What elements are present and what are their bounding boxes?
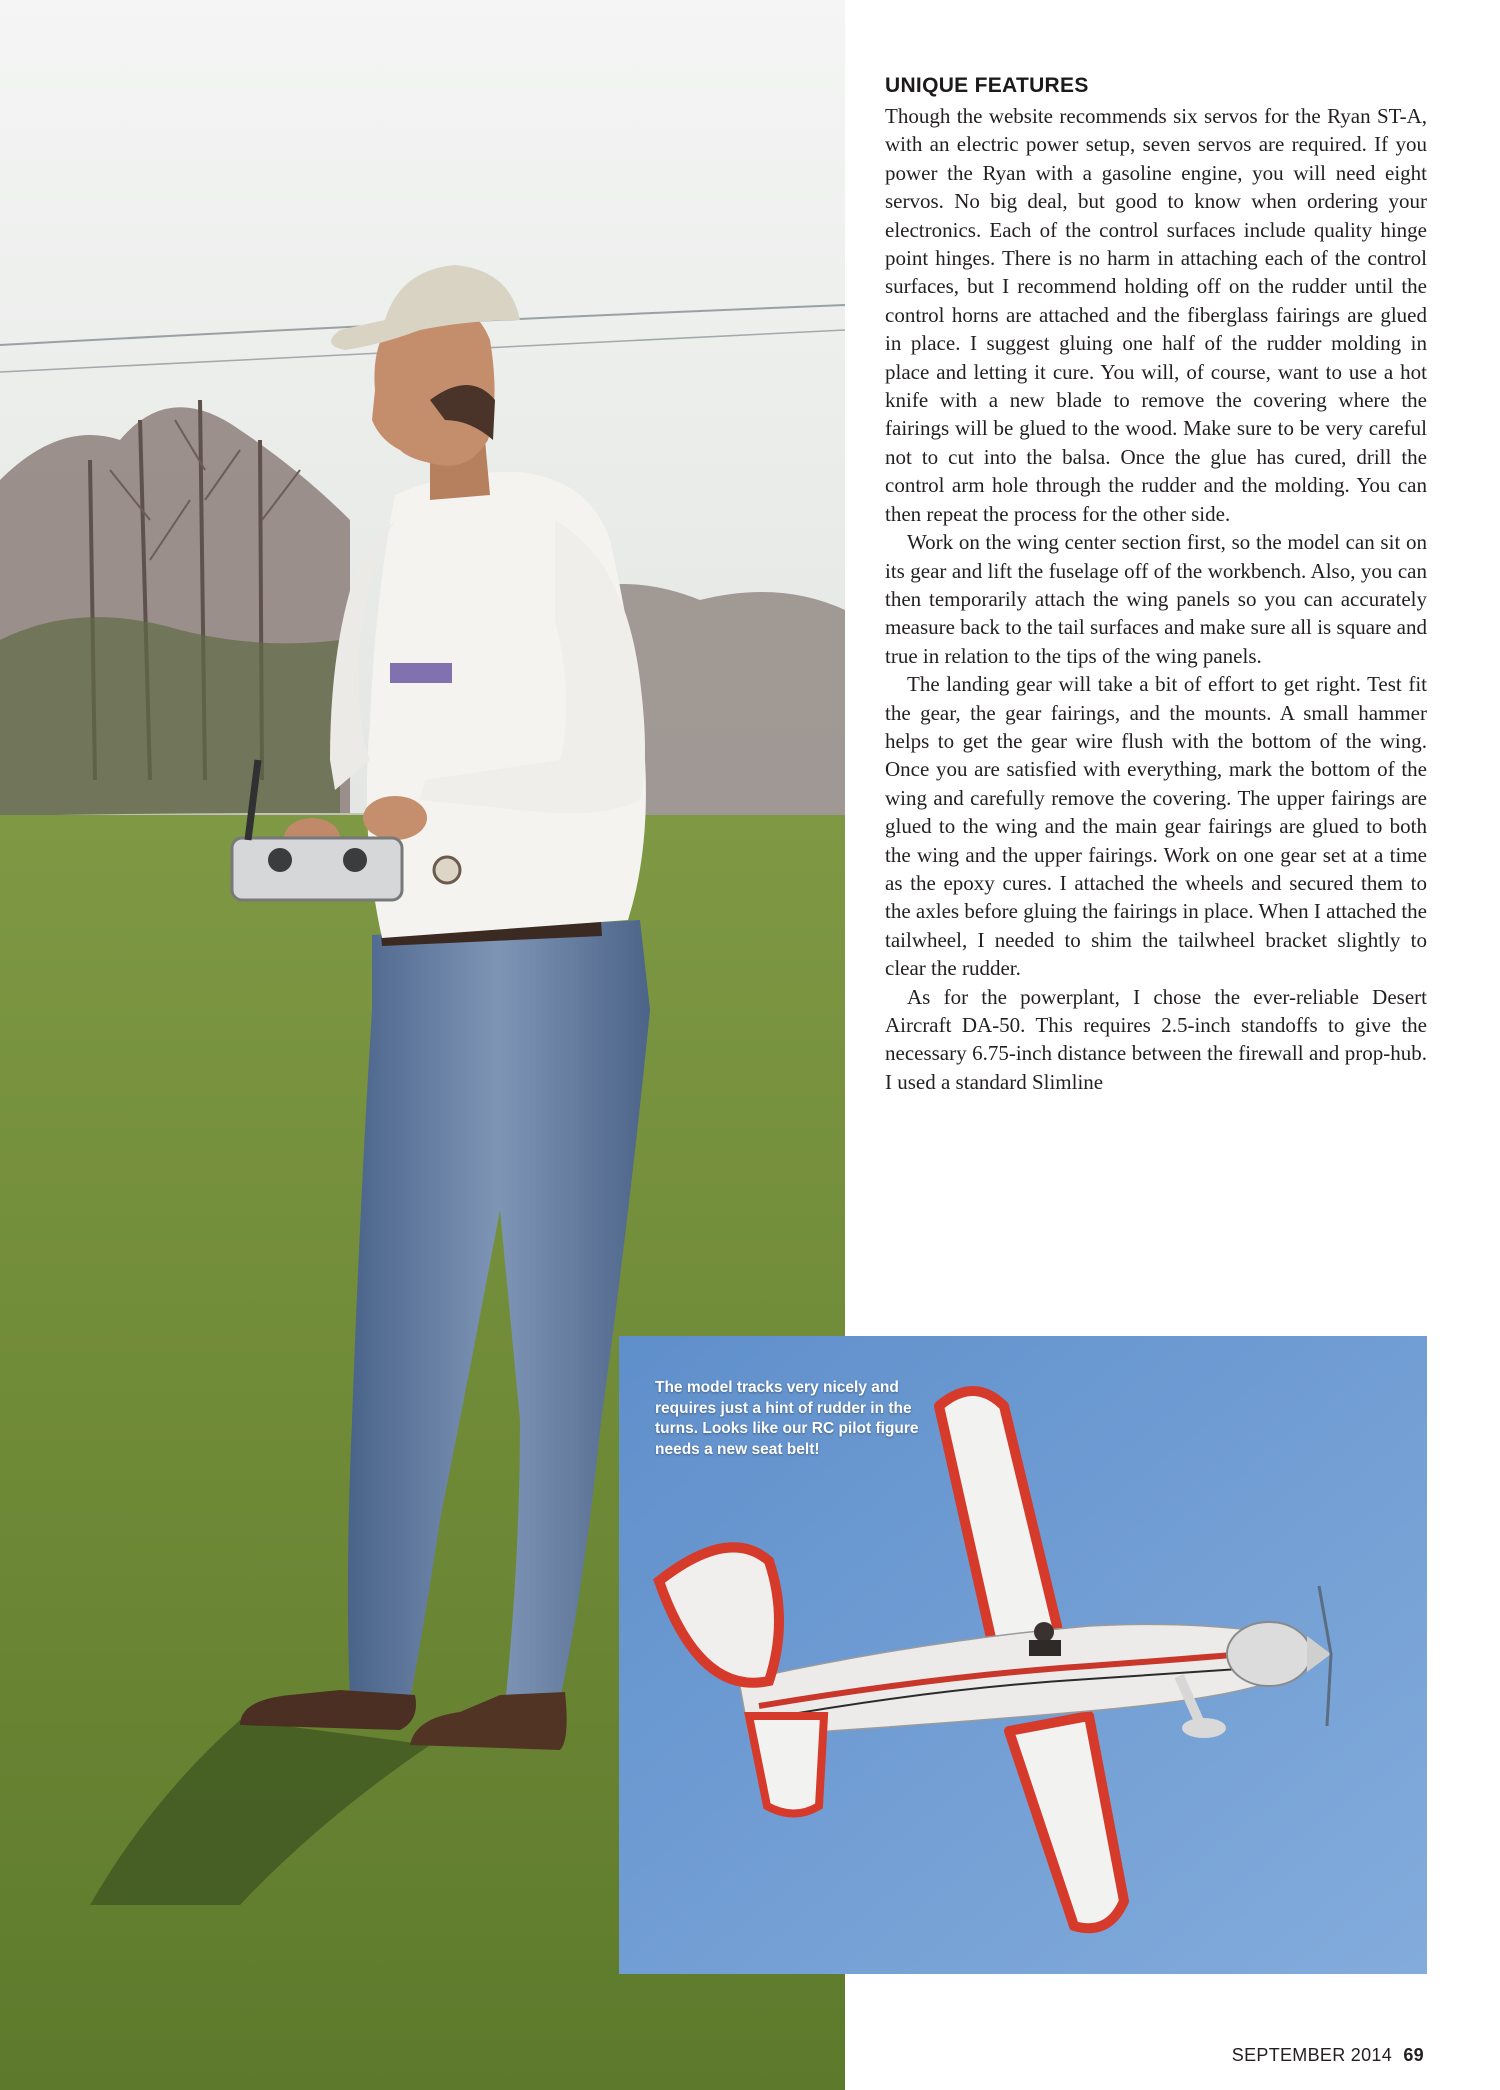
pilot-figure-head	[1034, 1622, 1054, 1642]
photo-caption: The model tracks very nicely and requires just a hint of rudder in the turns. Looks like our RC pilot figure needs a new seat belt!	[655, 1379, 919, 1458]
article-paragraph: Work on the wing center section first, so the model can sit on its gear and lift the fuselage off of the workbench. Also, you can then temporarily attach the wing panels so you can accurately measure back to the tail surfaces and make sure all is square and true in relation to the tips of the wing panels.	[885, 530, 1427, 668]
article-paragraph: Though the website recommends six servos for the Ryan ST-A, with an electric power setup, seven servos are required. If you power the Ryan with a gasoline engine, you will need eight servos. No big deal, but good to know when ordering your electronics. Each of the control surfaces include quality hinge point hinges. There is no harm in attaching each of the control surfaces, but I recommend holding off on the rudder until the control horns are attached and the fiberglass fairings are glued in place. I suggest gluing one half of the rudder molding in place and letting it cure. You will, of course, want to use a hot knife with a new blade to remove the covering where the fairings will be glued to the wood. Make sure to be very careful not to cut into the balsa. Once the glue has cured, drill the control arm hole through the rudder and the molding. You can then repeat the process for the other side.	[885, 104, 1427, 526]
issue-date: SEPTEMBER 2014	[1231, 2045, 1393, 2065]
page-footer	[1232, 2045, 1424, 2066]
pilot-figure-body	[1029, 1640, 1061, 1656]
wheel-pant	[1182, 1718, 1226, 1738]
shirt-logo	[390, 663, 452, 683]
right-hand	[363, 796, 427, 840]
article-paragraph: The landing gear will take a bit of effort to get right. Test fit the gear, the gear fairings, and the mounts. A small hammer helps to get the gear wire flush with the bottom of the wing. Once you are satisfied with everything, mark the bottom of the wing and carefully remove the covering. The upper fairings are glued to the wing and the main gear fairings are glued to both the wing and the upper fairings. Work on one gear set at a time as the epoxy cures. I attached the wheels and secured them to the axles before gluing the fairings in place. When I attached the tailwheel, I needed to shim the tailwheel bracket slightly to clear the rudder.	[885, 672, 1427, 981]
cowling	[1227, 1622, 1311, 1686]
aircraft-inset-photo	[619, 1336, 1427, 1974]
wristwatch	[434, 857, 460, 883]
section-heading: UNIQUE FEATURES	[885, 74, 1089, 97]
article-column	[885, 72, 1427, 1096]
article-paragraph: As for the powerplant, I chose the ever-reliable Desert Aircraft DA-50. This requires 2.5-inch standoffs to give the necessary 6.75-inch distance between the firewall and prop-hub. I used a standard Slimline	[885, 984, 1427, 1094]
page-number: 69	[1403, 2045, 1424, 2065]
